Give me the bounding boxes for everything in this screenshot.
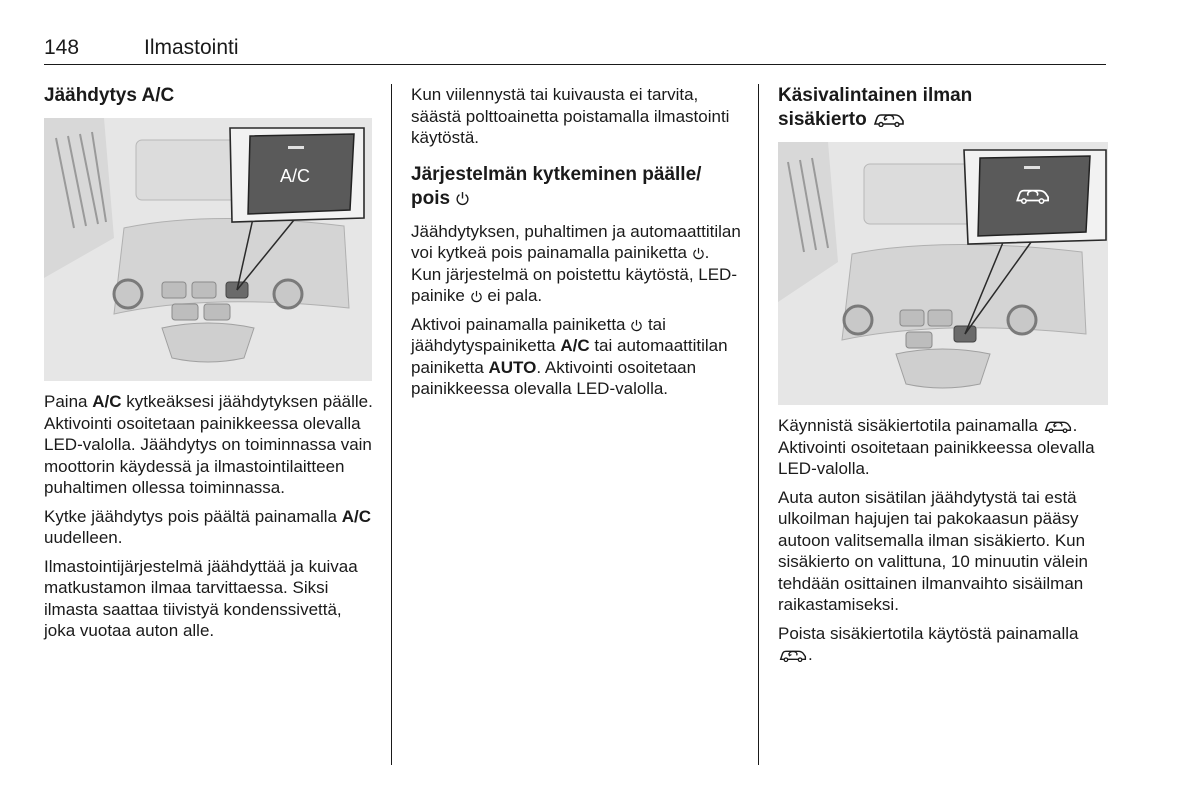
page-header xyxy=(44,36,1106,64)
paragraph: Ilmastointijärjestelmä jäähdyttää ja kuivaa matkustamon ilmaa tarvittaessa. Siksi ilmasta saattaa tiivistyä kondenssivettä, joka vuotaa auton alle. xyxy=(44,556,358,640)
power-icon xyxy=(692,247,705,260)
paragraph: Kytke jäähdytys pois päältä painamalla A/C uudelleen. xyxy=(44,506,371,547)
figure-ac-button xyxy=(44,118,372,381)
paragraph: Paina A/C kytkeäksesi jäähdytyksen päälle. Aktivointi osoitetaan painikkeessa olevalla LED-valolla. Jäähdytys on toiminnassa vain moottorin käydessä ja ilmastointilaitteen puhaltimen ollessa toiminnassa. xyxy=(44,392,373,497)
heading-recirculation: Käsivalintainen ilman sisäkierto xyxy=(778,85,973,130)
paragraph: Jäähdytyksen, puhaltimen ja automaattitilan voi kytkeä pois painamalla painiketta . Kun järjestelmä on poistettu käytöstä, LED-painike ei pala. xyxy=(411,221,741,305)
paragraph: Auta auton sisätilan jäähdytystä tai estä ulkoilman hajujen tai pakokaasun pääsy autoon valitsemalla ilman sisäkierto. Kun sisäkierto on valittuna, 10 minuutin välein tehdään osittainen ilmanvaihto sisäilman raikastamiseksi. xyxy=(778,487,1088,614)
air-recirculation-icon xyxy=(778,646,808,662)
paragraph: Poista sisäkiertotila käytöstä painamalla . xyxy=(778,623,1079,664)
column-divider-2 xyxy=(758,84,759,765)
page-number: 148 xyxy=(44,36,80,59)
power-icon xyxy=(455,191,470,206)
figure-recirculation-button xyxy=(778,142,1108,405)
paragraph: Käynnistä sisäkiertotila painamalla . Aktivointi osoitetaan painikkeessa olevalla LED-valolla. xyxy=(778,416,1095,478)
power-icon xyxy=(630,319,643,332)
column-3 xyxy=(778,84,1108,673)
air-recirculation-icon xyxy=(1043,417,1073,433)
heading-system-on-off: Järjestelmän kytkeminen päälle/ pois xyxy=(411,163,702,209)
paragraph: Aktivoi painamalla painiketta tai jäähdytyspainiketta A/C tai automaattitilan painiketta AUTO. Aktivointi osoitetaan painikkeessa olevalla LED-valolla. xyxy=(411,314,728,398)
column-2 xyxy=(411,84,741,407)
page-title: Ilmastointi xyxy=(144,36,239,59)
column-divider-1 xyxy=(391,84,392,765)
paragraph: Kun viilennystä tai kuivausta ei tarvita, säästä polttoainetta poistamalla ilmastointi käytöstä. xyxy=(411,85,730,147)
air-recirculation-icon xyxy=(872,109,906,127)
header-rule xyxy=(44,64,1106,65)
heading-ac-cooling: Jäähdytys A/C xyxy=(44,85,175,106)
power-icon xyxy=(470,290,483,303)
column-1 xyxy=(44,84,374,649)
figure-ac-label: A/C xyxy=(279,166,311,186)
